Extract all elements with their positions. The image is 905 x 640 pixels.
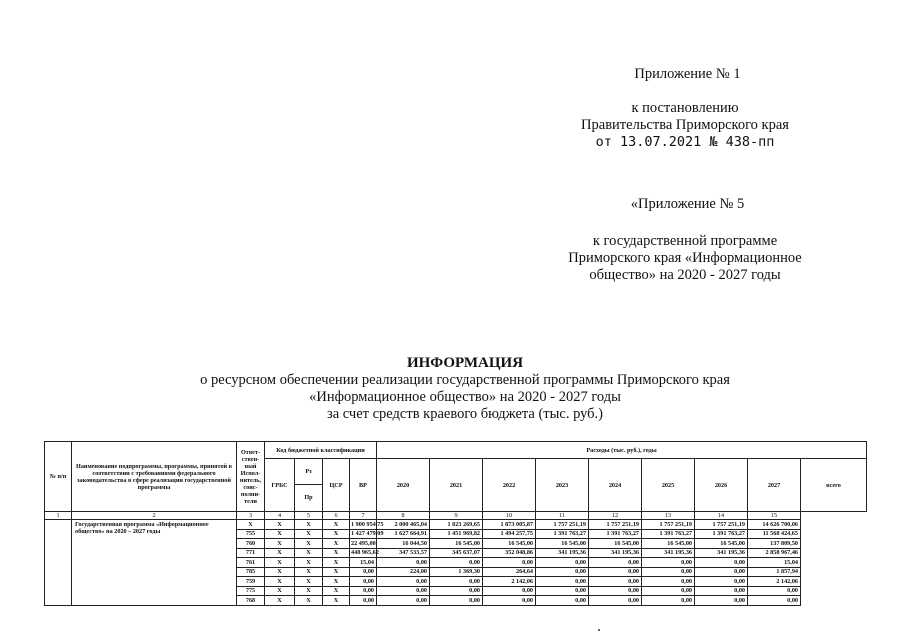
title-line-4: за счет средств краевого бюджета (тыс. руб.)	[326, 406, 604, 422]
year-value-cell: 0,00	[350, 596, 377, 606]
title-line-3: «Информационное общество» на 2020 - 2027 годы	[309, 389, 621, 405]
year-value-cell: 16 545,00	[642, 539, 695, 549]
col-number: 9	[430, 512, 483, 520]
header-expenses: Расходы (тыс. руб.), годы	[377, 442, 867, 459]
vr-cell: X	[323, 596, 350, 606]
executor-cell: 768	[237, 596, 265, 606]
year-value-cell: 1 627 664,91	[377, 529, 430, 539]
year-value-cell: 345 637,07	[430, 548, 483, 558]
total-cell: 0,00	[748, 586, 801, 596]
col-number: 11	[536, 512, 589, 520]
year-value-cell: 1 757 251,19	[695, 520, 748, 530]
grbs-cell: X	[265, 520, 295, 530]
year-value-cell: 0,00	[536, 567, 589, 577]
year-value-cell: 0,00	[350, 577, 377, 587]
header-budget-code: Код бюджетной классификации	[265, 442, 377, 459]
year-value-cell: 448 965,62	[351, 549, 379, 557]
rzpr-cell: X	[295, 596, 323, 606]
title-main: ИНФОРМАЦИЯ	[406, 355, 524, 371]
table-body	[45, 520, 867, 606]
resource-table	[44, 441, 867, 606]
executor-cell: 759	[237, 577, 265, 587]
rzpr-cell: X	[295, 529, 323, 539]
vr-cell: X	[323, 586, 350, 596]
year-value-cell: 0,00	[430, 558, 483, 568]
year-value-cell: 0,00	[695, 586, 748, 596]
year-value-cell: 0,00	[430, 586, 483, 596]
appendix-1-label: Приложение № 1	[634, 66, 741, 82]
year-value-cell: 1 451 969,82	[430, 529, 483, 539]
header-year-2027: 2027	[748, 459, 801, 512]
col-number: 4	[265, 512, 295, 520]
year-value-cell: 1 494 257,75	[483, 529, 536, 539]
year-value-cell: 347 533,57	[377, 548, 430, 558]
year-value-cell: 2 000 465,04	[377, 520, 430, 530]
header-year-2023: 2023	[536, 459, 589, 512]
grbs-cell: X	[265, 596, 295, 606]
column-number-row	[45, 512, 867, 520]
year-value-cell: 2 142,06	[483, 577, 536, 587]
header-pr: Пр	[304, 494, 313, 501]
year-value-cell: 0,00	[430, 577, 483, 587]
col-number: 5	[295, 512, 323, 520]
year-value-cell: 0,00	[536, 586, 589, 596]
header-grbs: ГРБС	[265, 459, 295, 512]
year-value-cell: 0,00	[695, 558, 748, 568]
year-value-cell: 1 757 251,19	[536, 520, 589, 530]
header-executor: Ответ-ствен-ный Испол-нитель, соис-полни-тели	[237, 442, 265, 512]
header-no: № п/п	[45, 442, 72, 512]
year-value-cell: 0,00	[377, 577, 430, 587]
header-row-1	[45, 442, 867, 459]
year-value-cell: 0,00	[695, 567, 748, 577]
vr-cell: X	[323, 567, 350, 577]
year-value-cell: 0,00	[536, 558, 589, 568]
header-name: Наименование подпрограммы, программы, принятой в соответствии с требованиями федерального законодательства в сфере реализации государственной программы	[72, 442, 237, 512]
total-cell: 14 626 700,06	[748, 520, 801, 530]
decree-reference	[565, 100, 805, 151]
year-value-cell: 341 195,36	[536, 548, 589, 558]
grbs-cell: X	[265, 539, 295, 549]
col-number: 14	[695, 512, 748, 520]
year-value-cell: 1 427 479,09	[351, 530, 384, 538]
total-cell: 137 809,50	[748, 539, 801, 549]
year-value-cell: 224,00	[377, 567, 430, 577]
year-value-cell: 1 900 954,75	[351, 520, 384, 528]
year-value-cell: 264,64	[483, 567, 536, 577]
executor-cell: 760	[237, 539, 265, 549]
col-number: 13	[642, 512, 695, 520]
header-year-2021: 2021	[430, 459, 483, 512]
year-value-cell: 0,00	[642, 567, 695, 577]
year-value-cell: 341 195,36	[589, 548, 642, 558]
year-value-cell: 16 044,50	[377, 539, 430, 549]
total-cell: 2 858 967,46	[748, 548, 801, 558]
scan-speck	[598, 629, 600, 631]
year-value-cell: 16 545,00	[536, 539, 589, 549]
appendix-5-label: «Приложение № 5	[630, 196, 745, 212]
col-number: 15	[748, 512, 801, 520]
year-value-cell: 0,00	[695, 577, 748, 587]
year-value-cell: 1 757 251,19	[642, 520, 695, 530]
total-cell: 15,04	[748, 558, 801, 568]
year-value-cell: 341 195,36	[695, 548, 748, 558]
program-name-cell: Государственная программа «Информационное общество» на 2020 – 2027 годы	[72, 520, 237, 606]
rzpr-cell: X	[295, 539, 323, 549]
vr-cell: X	[323, 548, 350, 558]
grbs-cell: X	[265, 548, 295, 558]
document-title	[150, 355, 780, 423]
year-value-cell: 1 823 269,65	[430, 520, 483, 530]
grbs-cell: X	[265, 586, 295, 596]
header-year-2025: 2025	[642, 459, 695, 512]
header-year-2026: 2026	[695, 459, 748, 512]
year-value-cell: 1 391 763,27	[589, 529, 642, 539]
total-cell: 2 142,06	[748, 577, 801, 587]
year-value-cell: 1 391 763,27	[536, 529, 589, 539]
total-cell: 1 857,94	[748, 567, 801, 577]
year-value-cell: 0,00	[536, 577, 589, 587]
header-year-2022: 2022	[483, 459, 536, 512]
decree-line-1: к постановлению	[631, 100, 739, 116]
year-value-cell: 0,00	[377, 558, 430, 568]
year-value-cell: 0,00	[589, 567, 642, 577]
executor-cell: 761	[237, 558, 265, 568]
year-value-cell: 16 545,00	[430, 539, 483, 549]
year-value-cell: 0,00	[589, 558, 642, 568]
year-value-cell: 1 391 763,27	[642, 529, 695, 539]
year-value-cell: 0,00	[589, 586, 642, 596]
table-row	[45, 520, 867, 530]
year-value-cell: 0,00	[642, 586, 695, 596]
rzpr-cell: X	[295, 558, 323, 568]
year-value-cell: 0,00	[642, 558, 695, 568]
program-line-3: общество» на 2020 - 2027 годы	[589, 267, 781, 283]
vr-cell: X	[323, 558, 350, 568]
year-value-cell: 0,00	[642, 596, 695, 606]
year-value-cell: 0,00	[350, 586, 377, 596]
executor-cell: 785	[237, 567, 265, 577]
rzpr-cell: X	[295, 567, 323, 577]
year-value-cell: 0,00	[695, 596, 748, 606]
vr-cell: X	[323, 577, 350, 587]
year-value-cell: 1 369,30	[430, 567, 483, 577]
header-csr: ЦСР	[323, 459, 350, 512]
header-rzpr	[295, 459, 323, 512]
year-value-cell: 1 391 763,27	[695, 529, 748, 539]
total-cell: 11 568 424,65	[748, 529, 801, 539]
header-vr: ВР	[350, 459, 377, 512]
year-value-cell: 352 048,86	[483, 548, 536, 558]
rzpr-cell: X	[295, 577, 323, 587]
col-number: 2	[72, 512, 237, 520]
executor-cell: X	[237, 520, 265, 530]
executor-cell: 755	[237, 529, 265, 539]
vr-cell: X	[323, 539, 350, 549]
vr-cell: X	[323, 520, 350, 530]
year-value-cell: 0,00	[377, 586, 430, 596]
col-number: 7	[350, 512, 377, 520]
row-number-cell	[45, 520, 72, 606]
col-number: 3	[237, 512, 265, 520]
year-value-cell: 22 495,00	[351, 539, 376, 547]
year-value-cell: 16 545,00	[483, 539, 536, 549]
header-year-2020: 2020	[377, 459, 430, 512]
year-value-cell: 15,04	[350, 558, 377, 568]
total-cell: 0,00	[748, 596, 801, 606]
year-value-cell: 0,00	[483, 558, 536, 568]
executor-cell: 771	[237, 548, 265, 558]
year-value-cell: 0,00	[642, 577, 695, 587]
executor-cell: 775	[237, 586, 265, 596]
title-line-2: о ресурсном обеспечении реализации государственной программы Приморского края	[200, 372, 730, 388]
col-number: 8	[377, 512, 430, 520]
col-number: 1	[45, 512, 72, 520]
year-value-cell: 16 545,00	[589, 539, 642, 549]
year-value-cell: 0,00	[430, 596, 483, 606]
rzpr-cell: X	[295, 520, 323, 530]
year-value-cell: 0,00	[483, 586, 536, 596]
header-total: всего	[801, 459, 867, 512]
header-rz: Рз	[295, 459, 322, 485]
year-value-cell: 0,00	[377, 596, 430, 606]
year-value-cell: 0,00	[589, 577, 642, 587]
grbs-cell: X	[265, 558, 295, 568]
decree-line-2: Правительства Приморского края	[581, 117, 789, 133]
rzpr-cell: X	[295, 586, 323, 596]
year-value-cell: 1 757 251,19	[589, 520, 642, 530]
program-line-1: к государственной программе	[592, 233, 778, 249]
year-value-cell: 0,00	[483, 596, 536, 606]
year-value-cell: 0,00	[350, 567, 377, 577]
year-value-cell: 341 195,36	[642, 548, 695, 558]
year-value-cell: 0,00	[536, 596, 589, 606]
rzpr-cell: X	[295, 548, 323, 558]
col-number: 10	[483, 512, 536, 520]
grbs-cell: X	[265, 567, 295, 577]
col-number: 12	[589, 512, 642, 520]
program-line-2: Приморского края «Информационное	[568, 250, 802, 266]
year-value-cell: 16 545,00	[695, 539, 748, 549]
year-value-cell: 0,00	[589, 596, 642, 606]
program-reference	[545, 233, 825, 284]
decree-date: от 13.07.2021 № 438-пп	[595, 134, 775, 150]
grbs-cell: X	[265, 529, 295, 539]
col-number: 6	[323, 512, 350, 520]
header-year-2024: 2024	[589, 459, 642, 512]
vr-cell: X	[323, 529, 350, 539]
year-value-cell: 1 873 005,87	[483, 520, 536, 530]
grbs-cell: X	[265, 577, 295, 587]
